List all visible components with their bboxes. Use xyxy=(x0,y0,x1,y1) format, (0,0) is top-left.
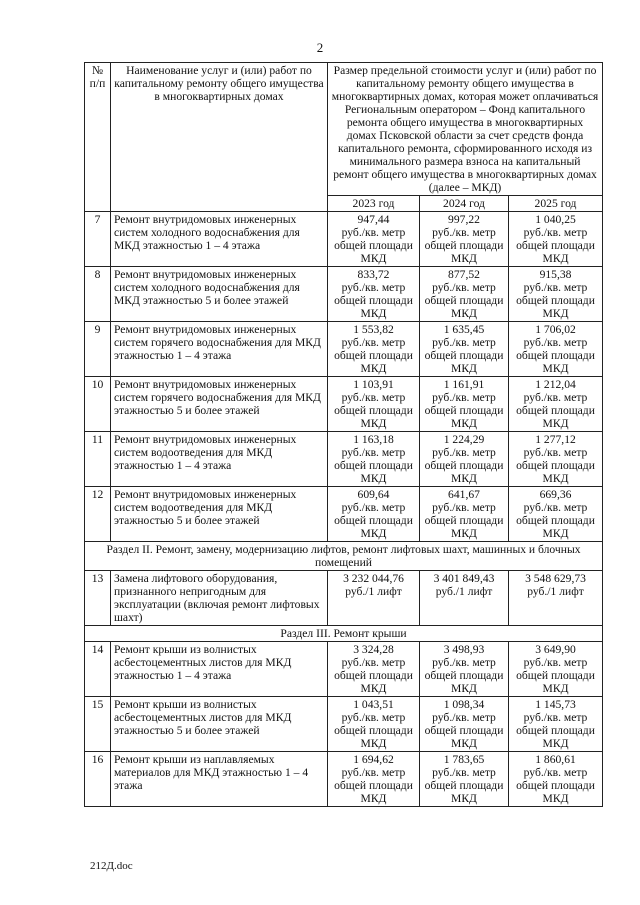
row-work-name: Ремонт внутридомовых инженерных систем водоотведения для МКД этажностью 1 – 4 этажа xyxy=(111,432,328,487)
price-value: 1 783,65 xyxy=(443,753,485,766)
row-work-name: Ремонт крыши из волнистых асбестоцементных листов для МКД этажностью 1 – 4 этажа xyxy=(111,642,328,697)
price-value: 1 277,12 xyxy=(535,433,576,446)
price-value: 3 232 044,76 xyxy=(343,572,404,585)
header-year-2025: 2025 год xyxy=(509,196,603,212)
row-price-cell xyxy=(420,267,509,322)
price-unit: руб./кв. метр общей площади МКД xyxy=(516,501,595,540)
row-work-name: Ремонт внутридомовых инженерных систем холодного водоснабжения для МКД этажностью 5 и более этажей xyxy=(111,267,328,322)
row-number: 11 xyxy=(85,432,111,487)
row-number: 14 xyxy=(85,642,111,697)
row-work-name: Ремонт внутридомовых инженерных систем горячего водоснабжения для МКД этажностью 1 – 4 этажа xyxy=(111,322,328,377)
row-work-name: Ремонт крыши из волнистых асбестоцементных листов для МКД этажностью 5 и более этажей xyxy=(111,697,328,752)
row-number: 12 xyxy=(85,487,111,542)
row-number: 10 xyxy=(85,377,111,432)
row-price-cell xyxy=(509,432,603,487)
price-unit: руб./1 лифт xyxy=(345,585,402,598)
price-unit: руб./кв. метр общей площади МКД xyxy=(334,711,413,750)
row-price-cell xyxy=(420,432,509,487)
price-value: 1 224,29 xyxy=(443,433,485,446)
price-unit: руб./кв. метр общей площади МКД xyxy=(334,336,413,375)
row-number: 16 xyxy=(85,752,111,807)
row-price-cell xyxy=(509,697,603,752)
price-value: 1 145,73 xyxy=(535,698,576,711)
price-value: 877,52 xyxy=(448,268,480,281)
table-row xyxy=(85,377,603,432)
table-row xyxy=(85,487,603,542)
row-price-cell xyxy=(420,322,509,377)
row-work-name: Ремонт внутридомовых инженерных систем горячего водоснабжения для МКД этажностью 5 и более этажей xyxy=(111,377,328,432)
row-price-cell xyxy=(420,571,509,626)
price-table xyxy=(84,62,603,807)
price-unit: руб./1 лифт xyxy=(527,585,584,598)
price-unit: руб./кв. метр общей площади МКД xyxy=(424,711,504,750)
price-value: 3 548 629,73 xyxy=(525,572,586,585)
price-value: 1 043,51 xyxy=(353,698,394,711)
price-unit: руб./кв. метр общей площади МКД xyxy=(516,391,595,430)
price-value: 1 694,62 xyxy=(353,753,394,766)
table-row xyxy=(85,571,603,626)
price-unit: руб./кв. метр общей площади МКД xyxy=(334,656,413,695)
table-row xyxy=(85,697,603,752)
price-unit: руб./кв. метр общей площади МКД xyxy=(516,711,595,750)
price-unit: руб./кв. метр общей площади МКД xyxy=(424,336,504,375)
page-number: 2 xyxy=(316,40,324,55)
price-unit: руб./кв. метр общей площади МКД xyxy=(424,391,504,430)
price-unit: руб./1 лифт xyxy=(435,585,493,598)
price-value: 997,22 xyxy=(448,213,480,226)
price-unit: руб./кв. метр общей площади МКД xyxy=(516,656,595,695)
row-price-cell xyxy=(509,212,603,267)
price-value: 3 401 849,43 xyxy=(433,572,495,585)
row-price-cell xyxy=(509,322,603,377)
row-price-cell xyxy=(328,697,420,752)
price-unit: руб./кв. метр общей площади МКД xyxy=(424,446,504,485)
price-unit: руб./кв. метр общей площади МКД xyxy=(424,226,504,265)
row-work-name: Ремонт внутридомовых инженерных систем холодного водоснабжения для МКД этажностью 1 – 4 этажа xyxy=(111,212,328,267)
row-price-cell xyxy=(420,212,509,267)
price-value: 1 553,82 xyxy=(353,323,394,336)
row-work-name: Ремонт внутридомовых инженерных систем водоотведения для МКД этажностью 5 и более этажей xyxy=(111,487,328,542)
table-row xyxy=(85,212,603,267)
section-2-title: Раздел II. Ремонт, замену, модернизацию лифтов, ремонт лифтовых шахт, машинных и блочных помещений xyxy=(85,542,603,571)
row-price-cell xyxy=(509,487,603,542)
price-unit: руб./кв. метр общей площади МКД xyxy=(334,446,413,485)
price-value: 947,44 xyxy=(357,213,390,226)
price-value: 1 212,04 xyxy=(535,378,576,391)
row-price-cell xyxy=(420,642,509,697)
header-name: Наименование услуг и (или) работ по капитальному ремонту общего имущества в многоквартирных домах xyxy=(111,63,328,212)
row-number: 8 xyxy=(85,267,111,322)
row-number: 9 xyxy=(85,322,111,377)
section-2-title-row xyxy=(85,542,603,571)
section-3-title-row xyxy=(85,626,603,642)
section-3-title: Раздел III. Ремонт крыши xyxy=(85,626,603,642)
row-work-name: Замена лифтового оборудования, признанного непригодным для эксплуатации (включая ремонт лифтовых шахт) xyxy=(111,571,328,626)
table-row xyxy=(85,642,603,697)
row-price-cell xyxy=(420,377,509,432)
price-unit: руб./кв. метр общей площади МКД xyxy=(516,226,595,265)
price-unit: руб./кв. метр общей площади МКД xyxy=(516,336,595,375)
footer-filename: 212Д.doc xyxy=(90,860,133,872)
row-price-cell xyxy=(420,487,509,542)
price-unit: руб./кв. метр общей площади МКД xyxy=(516,281,595,320)
row-price-cell xyxy=(420,697,509,752)
row-price-cell xyxy=(509,642,603,697)
row-work-name: Ремонт крыши из наплавляемых материалов для МКД этажностью 1 – 4 этажа xyxy=(111,752,328,807)
price-unit: руб./кв. метр общей площади МКД xyxy=(334,226,413,265)
price-unit: руб./кв. метр общей площади МКД xyxy=(334,501,413,540)
price-value: 641,67 xyxy=(448,488,480,501)
price-value: 669,36 xyxy=(539,488,572,501)
header-row xyxy=(85,63,603,196)
header-price: Размер предельной стоимости услуг и (или) работ по капитальному ремонту общего имущества в многоквартирных домах, которая может оплачиваться Региональным оператором – Фонд капитального ремонта общего имущества в многоквартирных домах Псковской области за счет средств фонда капитального ремонта, сформированного исходя из минимального размера взноса на капитальный ремонт общего имущества в многоквартирных домах (далее – МКД) xyxy=(328,63,603,196)
price-value: 1 706,02 xyxy=(535,323,576,336)
table-row xyxy=(85,322,603,377)
price-unit: руб./кв. метр общей площади МКД xyxy=(516,446,595,485)
header-num: № п/п xyxy=(85,63,111,212)
row-number: 13 xyxy=(85,571,111,626)
price-unit: руб./кв. метр общей площади МКД xyxy=(424,766,504,805)
price-unit: руб./кв. метр общей площади МКД xyxy=(424,656,504,695)
table-row xyxy=(85,432,603,487)
price-unit: руб./кв. метр общей площади МКД xyxy=(334,281,413,320)
row-price-cell xyxy=(328,571,420,626)
price-value: 3 649,90 xyxy=(535,643,576,656)
row-number: 15 xyxy=(85,697,111,752)
row-price-cell xyxy=(328,432,420,487)
row-price-cell xyxy=(509,377,603,432)
row-price-cell xyxy=(328,377,420,432)
price-unit: руб./кв. метр общей площади МКД xyxy=(424,281,504,320)
price-value: 1 860,61 xyxy=(535,753,576,766)
price-value: 1 163,18 xyxy=(353,433,394,446)
row-price-cell xyxy=(509,267,603,322)
row-price-cell xyxy=(328,752,420,807)
row-price-cell xyxy=(509,752,603,807)
price-value: 3 324,28 xyxy=(353,643,394,656)
row-price-cell xyxy=(328,322,420,377)
price-value: 1 040,25 xyxy=(535,213,576,226)
price-value: 609,64 xyxy=(357,488,390,501)
price-unit: руб./кв. метр общей площади МКД xyxy=(516,766,595,805)
price-value: 833,72 xyxy=(357,268,390,281)
price-value: 1 635,45 xyxy=(443,323,485,336)
row-price-cell xyxy=(509,571,603,626)
row-price-cell xyxy=(328,212,420,267)
price-unit: руб./кв. метр общей площади МКД xyxy=(424,501,504,540)
price-value: 1 161,91 xyxy=(443,378,485,391)
price-unit: руб./кв. метр общей площади МКД xyxy=(334,766,413,805)
row-number: 7 xyxy=(85,212,111,267)
price-value: 3 498,93 xyxy=(443,643,485,656)
row-price-cell xyxy=(328,487,420,542)
price-value: 1 103,91 xyxy=(353,378,394,391)
price-unit: руб./кв. метр общей площади МКД xyxy=(334,391,413,430)
price-value: 915,38 xyxy=(539,268,572,281)
price-value: 1 098,34 xyxy=(443,698,485,711)
row-price-cell xyxy=(420,752,509,807)
row-price-cell xyxy=(328,642,420,697)
table-row xyxy=(85,752,603,807)
header-year-2023: 2023 год xyxy=(328,196,420,212)
table-row xyxy=(85,267,603,322)
header-year-2024: 2024 год xyxy=(420,196,509,212)
row-price-cell xyxy=(328,267,420,322)
